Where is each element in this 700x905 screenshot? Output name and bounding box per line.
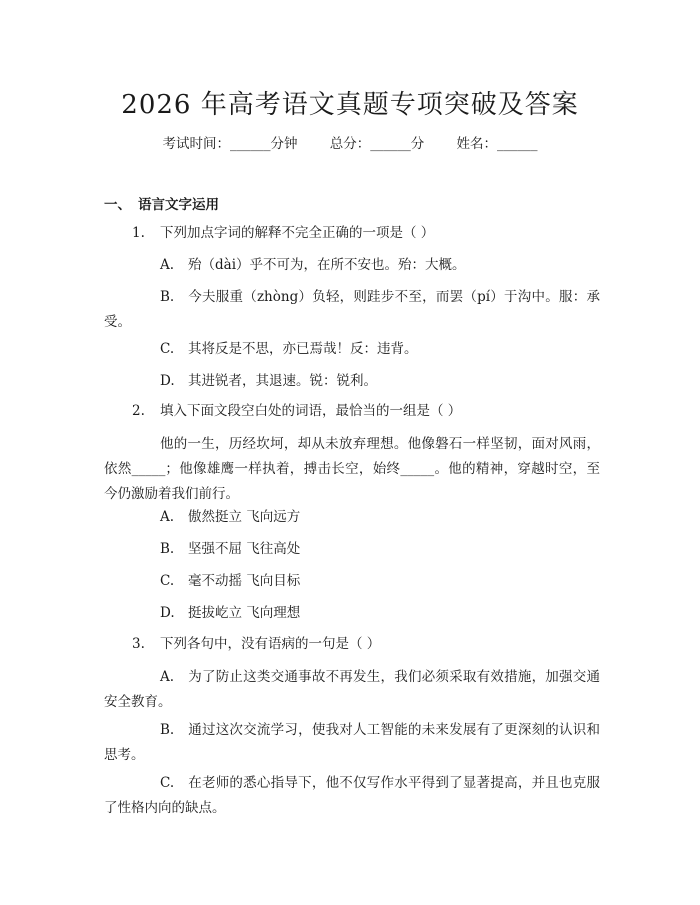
section-heading bbox=[104, 193, 219, 213]
exam-time-field: 考试时间：______分钟 bbox=[162, 136, 298, 152]
option-text: 为了防止这类交通事故不再发生，我们必须采取有效措施，加强交通安全教育。 bbox=[104, 669, 600, 710]
option-letter: A. bbox=[160, 509, 175, 525]
option-letter: A. bbox=[160, 257, 175, 273]
option-text: 坚强不屈 飞往高处 bbox=[188, 541, 301, 557]
option-text: 挺拔屹立 飞向理想 bbox=[188, 605, 301, 621]
option-item bbox=[160, 538, 300, 560]
student-name-field: 姓名：______ bbox=[456, 136, 538, 152]
option-letter: A. bbox=[160, 669, 175, 685]
option-item bbox=[160, 338, 418, 360]
question-text: 下列各句中，没有语病的一句是（ ） bbox=[160, 636, 381, 652]
option-text: 今夫服重（zhòng）负轻，则跬步不至，而罢（pí）于沟中。服：承受。 bbox=[104, 289, 600, 330]
question-number: 2. bbox=[132, 403, 145, 419]
option-letter: C. bbox=[160, 573, 175, 589]
option-item bbox=[160, 602, 300, 624]
question-text: 填入下面文段空白处的词语，最恰当的一组是（ ） bbox=[160, 403, 462, 419]
question-text: 下列加点字词的解释不完全正确的一项是（ ） bbox=[160, 225, 435, 241]
option-item bbox=[160, 506, 300, 528]
option-item bbox=[160, 570, 300, 592]
question-stem bbox=[132, 633, 380, 655]
option-text: 其将反是不思，亦已焉哉！反：违背。 bbox=[188, 341, 418, 357]
question-number: 1. bbox=[132, 225, 145, 241]
option-item bbox=[104, 718, 600, 768]
question-stem bbox=[132, 222, 434, 244]
option-letter: B. bbox=[160, 541, 175, 557]
page-title: 2026 年高考语文真题专项突破及答案 bbox=[121, 90, 579, 120]
option-text: 傲然挺立 飞向远方 bbox=[188, 509, 301, 525]
option-letter: B. bbox=[160, 289, 175, 305]
question-stem bbox=[132, 400, 461, 422]
option-item bbox=[160, 370, 377, 392]
option-letter: D. bbox=[160, 605, 175, 621]
option-item bbox=[160, 254, 466, 276]
exam-meta bbox=[0, 132, 700, 152]
option-text: 毫不动摇 飞向目标 bbox=[188, 573, 301, 589]
exam-score-field: 总分：______分 bbox=[329, 136, 425, 152]
question-number: 3. bbox=[132, 636, 145, 652]
option-item bbox=[104, 665, 600, 715]
option-text: 其进锐者，其退速。锐：锐利。 bbox=[188, 373, 377, 389]
option-letter: C. bbox=[160, 341, 175, 357]
option-text: 通过这次交流学习，使我对人工智能的未来发展有了更深刻的认识和思考。 bbox=[104, 722, 600, 763]
section-title: 语言文字运用 bbox=[138, 197, 219, 213]
passage-text: 他的一生，历经坎坷，却从未放弃理想。他像磐石一样坚韧，面对风雨，依然_____；他像雄鹰一样执着，搏击长空，始终_____。他的精神，穿越时空，至今仍激励着我们前行。 bbox=[104, 436, 600, 502]
option-text: 在老师的悉心指导下，他不仅写作水平得到了显著提高，并且也克服了性格内向的缺点。 bbox=[104, 775, 600, 816]
option-item bbox=[104, 771, 600, 821]
option-item bbox=[104, 285, 600, 335]
option-letter: B. bbox=[160, 722, 175, 738]
option-letter: C. bbox=[160, 775, 175, 791]
option-letter: D. bbox=[160, 373, 175, 389]
option-text: 殆（dài）乎不可为，在所不安也。殆：大概。 bbox=[188, 257, 466, 273]
section-number: 一、 bbox=[104, 197, 131, 213]
